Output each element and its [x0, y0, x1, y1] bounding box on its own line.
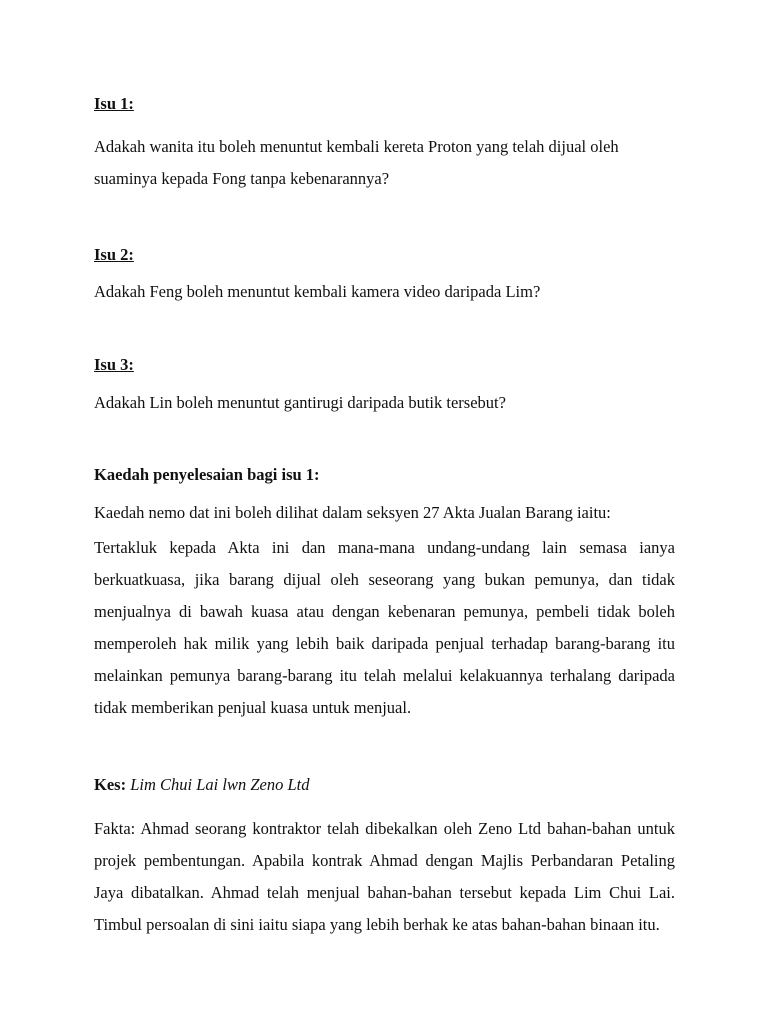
kes-line [94, 775, 675, 795]
isu-1-text: Adakah wanita itu boleh menuntut kembali kereta Proton yang telah dijual oleh suaminya kepada Fong tanpa kebenarannya? [94, 137, 619, 188]
kes-name: Lim Chui Lai lwn Zeno Ltd [130, 775, 310, 794]
kes-label: Kes: [94, 775, 127, 794]
isu-3-text: Adakah Lin boleh menuntut gantirugi daripada butik tersebut? [94, 393, 506, 412]
isu-1-heading: Isu 1: [94, 94, 134, 113]
isu-3-heading: Isu 3: [94, 355, 134, 374]
isu-2-heading: Isu 2: [94, 245, 134, 264]
kaedah-intro: Kaedah nemo dat ini boleh dilihat dalam seksyen 27 Akta Jualan Barang iaitu: [94, 503, 611, 522]
kaedah-heading: Kaedah penyelesaian bagi isu 1: [94, 465, 320, 484]
isu-2-text: Adakah Feng boleh menuntut kembali kamera video daripada Lim? [94, 282, 541, 301]
kaedah-quote: Tertakluk kepada Akta ini dan mana-mana undang-undang lain semasa ianya berkuatkuasa, jika barang dijual oleh seseorang yang bukan pemunya, dan tidak menjualnya di bawah kuasa atau dengan kebenaran pemunya, pembeli tidak boleh memperoleh hak milik yang lebih baik daripada penjual terhadap barang-barang itu melainkan pemunya barang-barang itu telah melalui kelakuannya terhalang daripada tidak memberikan penjual kuasa untuk menjual. [94, 538, 675, 717]
kes-fakta: Fakta: Ahmad seorang kontraktor telah dibekalkan oleh Zeno Ltd bahan-bahan untuk projek pembentungan. Apabila kontrak Ahmad dengan Majlis Perbandaran Petaling Jaya dibatalkan. Ahmad telah menjual bahan-bahan tersebut kepada Lim Chui Lai. Timbul persoalan di sini iaitu siapa yang lebih berhak ke atas bahan-bahan binaan itu. [94, 819, 675, 934]
